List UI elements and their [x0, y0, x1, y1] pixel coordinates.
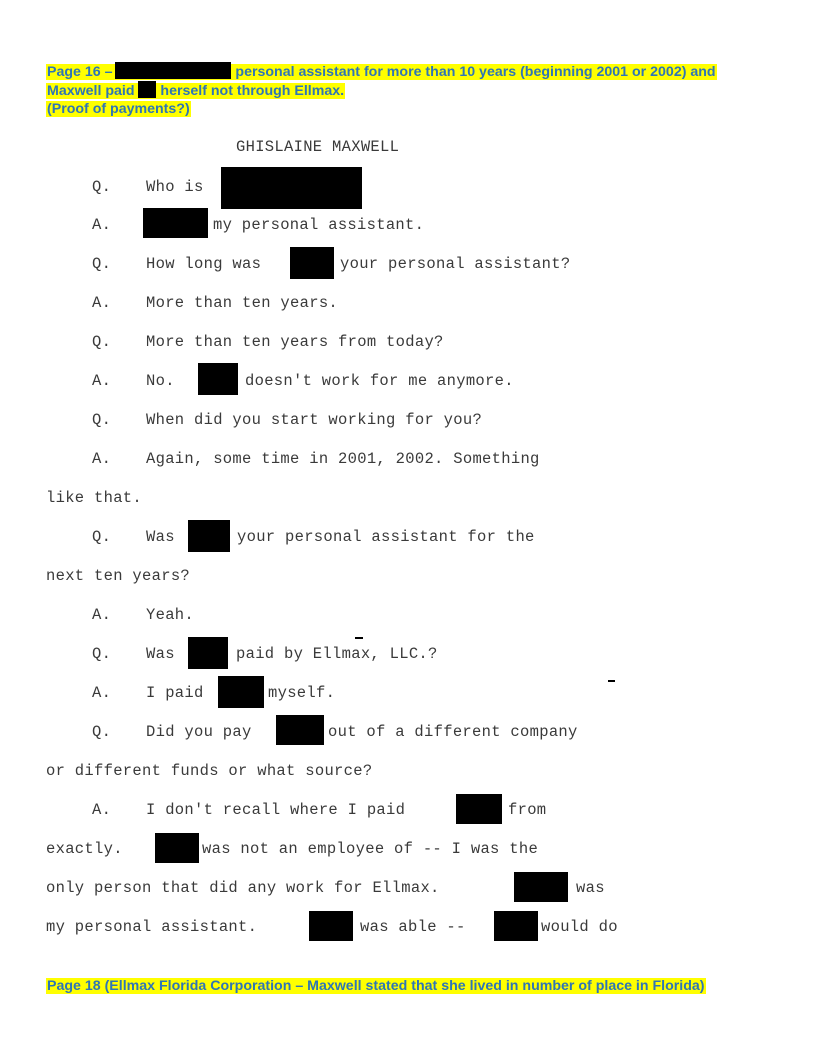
line-text: How long was [146, 255, 262, 273]
redaction-block [155, 833, 199, 863]
annotation-question: (Proof of payments?) [47, 101, 190, 117]
redaction-block [188, 637, 228, 669]
line-text: my personal assistant. [213, 216, 425, 234]
line-label: Q. [92, 645, 112, 663]
redaction-block [198, 363, 238, 395]
line-text: next ten years? [46, 567, 191, 585]
line-label: A. [92, 684, 112, 702]
annotation-text: Maxwell paid [47, 83, 135, 99]
redaction-block [276, 715, 324, 745]
annotation-line-3 [46, 100, 191, 119]
line-text: No. [146, 372, 175, 390]
line-text: Was [146, 645, 175, 663]
line-text: More than ten years from today? [146, 333, 444, 351]
transcript-heading: GHISLAINE MAXWELL [236, 138, 400, 156]
line-label: A. [92, 801, 112, 819]
annotation-line-2 [46, 81, 345, 101]
line-text: When did you start working for you? [146, 411, 483, 429]
line-label: Q. [92, 178, 112, 196]
redaction-block [514, 872, 568, 902]
line-text: your personal assistant for the [237, 528, 535, 546]
line-text: More than ten years. [146, 294, 339, 312]
line-text: would do [541, 918, 618, 936]
line-label: Q. [92, 333, 112, 351]
redaction-block [494, 911, 538, 941]
scan-artifact-mark [355, 637, 363, 639]
line-text: was not an employee of -- I was the [202, 840, 539, 858]
line-text: out of a different company [328, 723, 578, 741]
redaction-block [143, 208, 208, 238]
line-label: Q. [92, 528, 112, 546]
line-text: doesn't work for me anymore. [245, 372, 514, 390]
line-text: my personal assistant. [46, 918, 258, 936]
line-text: from [508, 801, 547, 819]
line-text: was [576, 879, 605, 897]
line-label: A. [92, 372, 112, 390]
redaction-block [290, 247, 334, 279]
line-label: A. [92, 450, 112, 468]
redaction-block [188, 520, 230, 552]
annotation-footer [46, 977, 706, 996]
scan-artifact-mark [608, 680, 615, 682]
line-text: like that. [46, 489, 143, 507]
line-text: Did you pay [146, 723, 252, 741]
redaction-block [456, 794, 502, 824]
line-label: A. [92, 606, 112, 624]
line-text: myself. [268, 684, 336, 702]
annotation-text: personal assistant for more than 10 years (beginning 2001 or 2002) and [235, 64, 716, 80]
line-text: was able -- [360, 918, 466, 936]
line-text: I paid [146, 684, 204, 702]
redaction-block [309, 911, 353, 941]
redaction-block [218, 676, 264, 708]
line-text: or different funds or what source? [46, 762, 373, 780]
line-label: Q. [92, 255, 112, 273]
redaction-block [115, 62, 231, 79]
line-text: Was [146, 528, 175, 546]
redaction-block [138, 81, 156, 98]
annotation-page-ref: Page 16 – [47, 64, 113, 80]
line-text: paid by Ellmax, LLC.? [236, 645, 438, 663]
annotation-text: herself not through Ellmax. [160, 83, 345, 99]
line-text: your personal assistant? [340, 255, 571, 273]
line-text: Yeah. [146, 606, 195, 624]
redaction-block [221, 167, 362, 209]
line-text: Who is [146, 178, 204, 196]
line-text: Again, some time in 2001, 2002. Something [146, 450, 540, 468]
line-text: only person that did any work for Ellmax. [46, 879, 440, 897]
line-text: I don't recall where I paid [146, 801, 406, 819]
annotation-line-1 [46, 62, 717, 82]
line-label: Q. [92, 411, 112, 429]
line-label: Q. [92, 723, 112, 741]
line-label: A. [92, 216, 112, 234]
line-label: A. [92, 294, 112, 312]
annotation-page-ref: Page 18 (Ellmax Florida Corporation – Maxwell stated that she lived in number of place in Florida) [47, 978, 705, 994]
line-text: exactly. [46, 840, 123, 858]
